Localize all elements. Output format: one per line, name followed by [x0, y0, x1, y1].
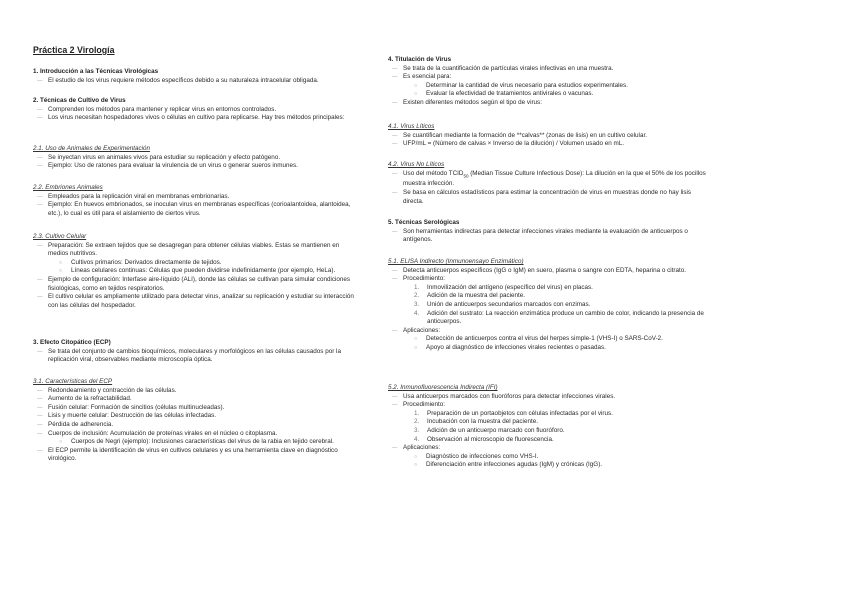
numbered-item-text: Unión de anticuerpos secundarios marcados con enzimas. — [427, 300, 591, 308]
subsection-heading: 3.1. Características del ECP — [33, 378, 113, 385]
section-2 — [33, 97, 358, 123]
numbered-item: 4. Observación al microscopio de fluorescencia. — [414, 435, 554, 443]
section-2-1 — [33, 145, 358, 171]
section-heading: 4. Titulación de Virus — [388, 56, 452, 63]
list-item: — Aumento de la refractabilidad. — [33, 395, 358, 404]
sub-list-item: ○ Determinar la cantidad de virus necesario para estudios experimentales. — [388, 82, 708, 91]
subsection-heading: 4.1. Virus Líticos — [388, 123, 435, 130]
list-item: — Existen diferentes métodos según el tipo de virus: — [388, 99, 708, 108]
section-heading: 5. Técnicas Serológicas — [388, 219, 460, 226]
list-item: — Se trata de la cuantificación de partículas virales infectivas en una muestra. — [388, 65, 708, 74]
list-item: — Comprenden los métodos para mantener y replicar virus en entornos controlados. — [33, 106, 358, 115]
list-item: — Se cuantifican mediante la formación de **calvas** (zonas de lisis) en un cultivo celular. — [388, 132, 708, 141]
numbered-item: 2. Adición de la muestra del paciente. — [414, 292, 526, 300]
section-4 — [388, 56, 708, 108]
sub-list-item: ○ Diagnóstico de infecciones como VHS-I. — [388, 453, 708, 462]
numbered-item: 2. Incubación con la muestra del paciente. — [414, 418, 538, 426]
list-item: — Ejemplo de configuración: Interfase aire-líquido (ALI), donde las células se cultivan para simular condiciones fisiológicas, como en tejidos respiratorios. — [33, 276, 358, 293]
numbered-item-text: Inmovilización del antígeno (específico del virus) en placas. — [427, 283, 593, 291]
list-item: — Se basa en cálculos estadísticos para estimar la concentración de virus en muestras donde no hay lisis directa. — [388, 189, 708, 206]
section-5 — [388, 219, 708, 245]
tcid-subscript: 50 — [463, 172, 469, 178]
list-item: — Preparación: Se extraen tejidos que se desagregan para obtener células viables. Estas se mantienen en medios nutritivos. — [33, 242, 358, 259]
numbered-item: 3. Adición de un anticuerpo marcado con fluoróforo. — [414, 426, 565, 434]
section-heading: 1. Introducción a las Técnicas Virológicas — [33, 68, 159, 75]
list-item: — Procedimiento: — [388, 275, 708, 284]
list-item: — Son herramientas indirectas para detectar infecciones virales mediante la evaluación de anticuerpos o antígenos. — [388, 228, 708, 245]
numbered-item-text: Adición del sustrato: La reacción enzimática produce un cambio de color, indicando la presencia de anticuerpos. — [427, 309, 704, 326]
sub-list-item: ○ Cultivos primarios: Derivados directamente de tejidos. — [33, 259, 358, 268]
list-item: — Procedimiento: — [388, 401, 708, 410]
section-2-2 — [33, 184, 358, 218]
numbered-item: 3. Unión de anticuerpos secundarios marcados con enzimas. — [414, 300, 591, 308]
list-item: — Usa anticuerpos marcados con fluoróforos para detectar infecciones virales. — [388, 393, 708, 402]
sub-list-item: ○ Líneas celulares continuas: Células que pueden dividirse indefinidamente (por ejemplo, HeLa). — [33, 267, 358, 276]
section-heading: 3. Efecto Citopático (ECP) — [33, 339, 111, 346]
list-item: — El ECP permite la identificación de virus en cultivos celulares y es una herramienta clave en diagnóstico virológico. — [33, 447, 358, 464]
list-item: — Se trata del conjunto de cambios bioquímicos, moleculares y morfológicos en las células causados por la replicación viral, observables mediante microscopía óptica. — [33, 348, 358, 365]
tcid-text: Uso del método TCID — [403, 169, 464, 177]
section-5-2 — [388, 384, 708, 470]
section-4-2 — [388, 161, 708, 206]
list-item: — Ejemplo: Uso de ratones para evaluar la virulencia de un virus o generar sueros inmunes. — [33, 162, 358, 171]
numbered-item-text: Observación al microscopio de fluorescencia. — [427, 435, 554, 443]
page-title: Práctica 2 Virología — [33, 45, 115, 55]
section-3-1 — [33, 378, 358, 464]
sub-list-item: ○ Detección de anticuerpos contra el virus del herpes simple-1 (VHS-I) o SARS-CoV-2. — [388, 335, 708, 344]
numbered-item-text: Adición de la muestra del paciente. — [427, 292, 526, 300]
subsection-heading: 2.3. Cultivo Celular — [33, 233, 87, 240]
section-heading: 2. Técnicas de Cultivo de Virus — [33, 97, 126, 104]
list-item: — Es esencial para: — [388, 73, 708, 82]
section-1 — [33, 68, 358, 85]
numbered-item-text: Incubación con la muestra del paciente. — [427, 418, 538, 426]
list-item: — UFP/mL = (Número de calvas × Inverso de la dilución) / Volumen usado en mL. — [388, 140, 708, 149]
list-item: — Detecta anticuerpos específicos (IgG o IgM) en suero, plasma o sangre con EDTA, heparina o citrato. — [388, 267, 708, 276]
list-item: — Los virus necesitan hospedadores vivos o células en cultivo para replicarse. Hay tres métodos principales: — [33, 114, 358, 123]
list-item: — Ejemplo: En huevos embrionados, se inoculan virus en membranas específicas (corioalantoidea, alantoidea, etc.), lo cual es útil para el aislamiento de ciertos virus. — [33, 201, 358, 218]
list-item: — Aplicaciones: — [388, 327, 708, 336]
list-item — [388, 170, 708, 189]
list-item: — El estudio de los virus requiere métodos específicos debido a su naturaleza intracelular obligada. — [33, 77, 358, 86]
list-item: — El cultivo celular es ampliamente utilizado para detectar virus, analizar su replicación y estudiar su interacción con las células del hospedador. — [33, 293, 358, 310]
subsection-heading: 2.1. Uso de Animales de Experimentación — [33, 145, 151, 152]
list-item: — Cuerpos de inclusión: Acumulación de proteínas virales en el núcleo o citoplasma. — [33, 430, 358, 439]
list-item: — Lisis y muerte celular: Destrucción de las células infectadas. — [33, 412, 358, 421]
numbered-item: 1. Preparación de un portaobjetos con células infectadas por el virus. — [414, 409, 613, 417]
section-5-1 — [388, 258, 708, 353]
sub-list-item: ○ Apoyo al diagnóstico de infecciones virales recientes o pasadas. — [388, 344, 708, 353]
list-item: — Redondeamiento y contracción de las células. — [33, 387, 358, 396]
list-item: — Pérdida de adherencia. — [33, 421, 358, 430]
numbered-item: 1. Inmovilización del antígeno (específico del virus) en placas. — [414, 283, 593, 291]
subsection-heading: 4.2. Virus No Líticos — [388, 161, 445, 168]
subsection-heading: 5.2. Inmunofluorescencia Indirecta (IFI) — [388, 384, 498, 391]
tcid-description: (Median Tissue Culture Infectious Dose): La dilución en la que el 50% de los pocillos muestra infección. — [403, 169, 706, 188]
sub-list-item: ○ Evaluar la efectividad de tratamientos antivirales o vacunas. — [388, 90, 708, 99]
sub-list-item: ○ Diferenciación entre infecciones agudas (IgM) y crónicas (IgG). — [388, 461, 708, 470]
list-item: — Empleados para la replicación viral en membranas embrionarias. — [33, 193, 358, 202]
section-2-3 — [33, 233, 358, 310]
sub-list-item: ○ Cuerpos de Negri (ejemplo): Inclusiones características del virus de la rabia en tejido cerebral. — [33, 438, 358, 447]
section-4-1 — [388, 123, 708, 149]
list-item: — Aplicaciones: — [388, 444, 708, 453]
subsection-heading: 5.1. ELISA Indirecto (Inmunoensayo Enzimático) — [388, 258, 524, 265]
numbered-item-text: Adición de un anticuerpo marcado con fluoróforo. — [427, 426, 565, 434]
section-3 — [33, 339, 358, 365]
list-item: — Se inyectan virus en animales vivos para estudiar su replicación y efecto patógeno. — [33, 154, 358, 163]
subsection-heading: 2.2. Embriones Animales — [33, 184, 103, 191]
list-item: — Fusión celular: Formación de sincitios (células multinucleadas). — [33, 404, 358, 413]
numbered-item: 4. Adición del sustrato: La reacción enzimática produce un cambio de color, indicando la presencia de anticuerpos. — [414, 309, 704, 326]
numbered-item-text: Preparación de un portaobjetos con células infectadas por el virus. — [427, 409, 613, 417]
